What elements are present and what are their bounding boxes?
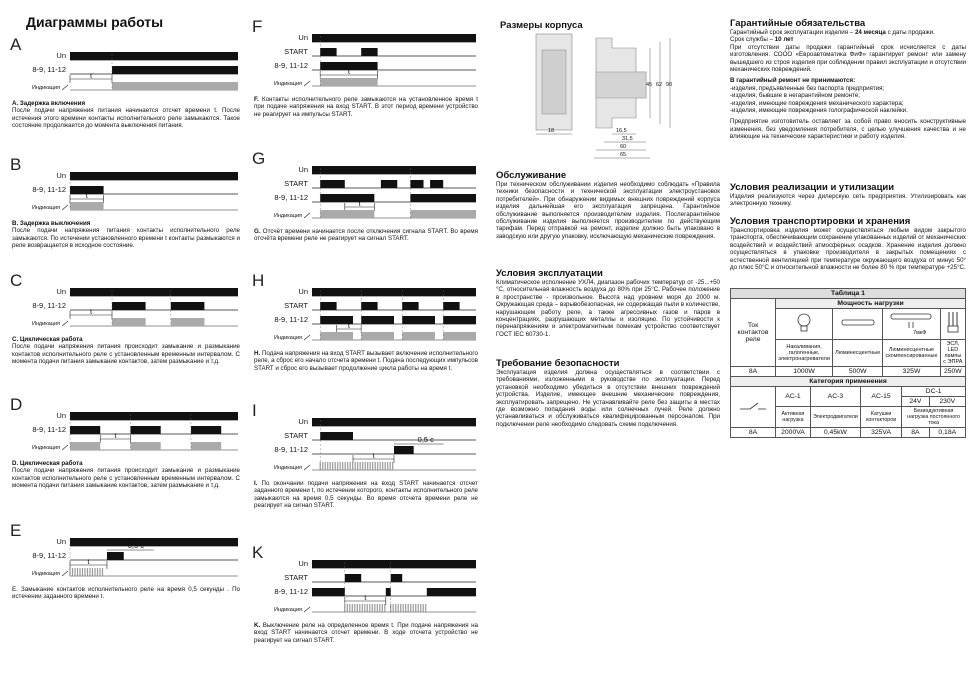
caption-heading: K. xyxy=(254,622,263,629)
pulse-un xyxy=(312,288,476,296)
indication-label: Индикация xyxy=(31,205,60,211)
cat-ac3: AC-3 xyxy=(810,387,860,407)
not-accepted-item: -изделия, бывшие в негарантийном ремонте; xyxy=(730,92,860,100)
service-text: При техническом обслуживании изделия необходимо соблюдать «Правила техники безопасности и технической эксплуатации электроустановок потребителей». При обнаружении видимых внешних повреждений корпуса изделия дальнейшая его эксплуатация запрещена. Гарантийное обслуживание выполняется производителем изделия. Послегарантийное обслуживание изделия выполняется производителем по действующим тарифам. Перед отправкой на ремонт, изделие должно быть упаковано в заводскую или другую упаковку, исключающую механические повреждения. xyxy=(496,181,720,240)
signal-label-c: 8-9, 11-12 xyxy=(32,425,66,434)
indication-on xyxy=(402,332,435,340)
indication-switch-icon xyxy=(304,335,310,340)
diagram-e xyxy=(8,518,244,588)
diagram-c xyxy=(8,268,244,338)
diagram-g xyxy=(250,146,482,230)
signal-label-un: Un xyxy=(56,171,66,180)
not-accepted-item: -изделия, имеющие повреждения голографической наклейки. xyxy=(730,107,908,115)
warranty-text: При отсутствии даты продажи гарантийный срок исчисляется с даты изготовления. СООО «Евроавтоматика ФиФ» гарантирует ремонт или замену вышедшего из строя изделия при соблюдении правил эксплуатации и отсутствии механических повреждений. xyxy=(730,43,966,74)
diagram-caption-g xyxy=(254,228,478,243)
pulse-c xyxy=(386,588,391,596)
dc-volt-230: 230V xyxy=(929,397,965,407)
caption-text: Отсчёт времени начинается после отключения сигнала START. Во время отсчёта времени реле не реагирует на сигнал START. xyxy=(254,228,478,243)
power-value-2: 500W xyxy=(833,367,883,377)
caption-text: После подачи напряжения питания происходит замыкание и размыкание контактов исполнительного реле с установленным временным интервалом. С момента подачи питания замыкание контактов, затем размыкание и т.д. xyxy=(12,467,240,490)
half-second-label: 0,5 с xyxy=(417,435,434,444)
diagram-f xyxy=(250,14,482,98)
diagram-letter-c: C xyxy=(10,271,23,290)
indication-switch-icon xyxy=(62,571,68,576)
indication-on xyxy=(171,318,205,326)
fluorescent-icon xyxy=(833,309,883,340)
desc-ac1: Активная нагрузка xyxy=(776,407,811,428)
safety-text: Эксплуатация изделия должна осуществляться в соответствии с требованиями, изложенными в руководстве по эксплуатации. Перед установкой необходимо убедиться в отсутствии внешних повреждений устройства. Изделие, имеющее внешние механические повреждения, эксплуатировать запрещено. Не устанавливайте реле без защиты в местах где возможно попадания воды или солнечных лучей. Реле должно устанавливаться и обслуживаться квалифицированным персоналом. При подключении реле необходимо следовать схеме подключения. xyxy=(496,369,720,428)
pulse-c xyxy=(443,316,476,324)
current-value: 8A xyxy=(731,367,776,377)
load-esl-led: ЭСЛ, LED лампы с ЭПРА xyxy=(940,340,965,367)
dc-volt-24: 24V xyxy=(902,397,929,407)
indication-label: Индикация xyxy=(31,85,60,91)
caption-text: Выключение реле на определенное время t. При подаче напряжения на вход START начинается отсчет времени. В ходе отсчета устройство не реагирует на сигнал START. xyxy=(254,622,478,644)
t-label: t xyxy=(347,67,350,76)
safety-section xyxy=(496,358,720,428)
conditions-title: Условия эксплуатации xyxy=(496,268,603,279)
diagram-caption-f xyxy=(254,96,478,118)
load-incandescent: Накаливания, галогенные, электронагреватели xyxy=(776,340,833,367)
diagram-letter-h: H xyxy=(252,271,265,290)
signal-label-un: Un xyxy=(56,411,66,420)
diagram-d xyxy=(8,392,244,462)
half-second-label: 0,5 с xyxy=(127,541,145,550)
dim-45: 45 xyxy=(646,82,653,88)
pulse-s xyxy=(320,48,336,56)
dim-90: 90 xyxy=(666,82,673,88)
pulse-c xyxy=(427,588,476,596)
t-label: t xyxy=(347,321,350,330)
dims-title: Размеры корпуса xyxy=(500,20,583,31)
pulse-s xyxy=(320,432,353,440)
diagram-h xyxy=(250,268,482,352)
pulse-s xyxy=(320,302,336,310)
pulse-c xyxy=(361,316,394,324)
indication-switch-icon xyxy=(62,85,68,90)
indication-label: Индикация xyxy=(31,321,60,327)
indication-switch-icon xyxy=(62,445,68,450)
cat-value-ac15: 325VA xyxy=(860,428,901,438)
diagram-letter-d: D xyxy=(10,395,23,414)
power-value-3: 325W xyxy=(883,367,940,377)
signal-label-un: Un xyxy=(298,33,308,42)
t-label: t xyxy=(87,557,90,566)
diagram-i xyxy=(250,398,482,482)
indication-on xyxy=(361,332,394,340)
caption-heading: C. Циклическая работа xyxy=(12,336,83,343)
diagram-caption-e xyxy=(12,586,240,601)
pulse-c xyxy=(402,316,435,324)
cap-label: 7мкФ xyxy=(913,330,927,336)
indication-switch-icon xyxy=(304,81,310,86)
sales-section xyxy=(730,182,966,208)
housing-dimensions-drawing xyxy=(532,28,702,166)
pulse-s xyxy=(430,180,443,188)
indication-on xyxy=(320,78,377,86)
indication-label: Индикация xyxy=(273,607,302,613)
caption-heading: I. xyxy=(254,480,262,487)
contact-icon xyxy=(731,387,776,428)
diagram-caption-c xyxy=(12,336,240,366)
indication-on xyxy=(70,202,104,210)
transport-text: Транспортировка изделия может осуществляться любым видом закрытого транспорта, обеспечивающим сохранение упакованных изделий от механических воздействий и воздействий атмосферных осадков. Хранение изделия должно осуществляться в упаковке производителя в закрытых помещениях с естественной вентиляцией при температуре окружающего воздуха от минус 50° до плюс 50°С и относительной влажности не более 80 % при температуре +25°С. xyxy=(730,227,966,272)
indication-label: Индикация xyxy=(273,213,302,219)
cat-current: 8A xyxy=(731,428,776,438)
diagram-letter-e: E xyxy=(10,521,22,540)
diagram-caption-i xyxy=(254,480,478,510)
dim-31-5: 31,5 xyxy=(622,136,633,142)
signal-label-c: 8-9, 11-12 xyxy=(32,65,66,74)
indication-on xyxy=(112,82,238,90)
signal-label-s: START xyxy=(284,431,308,440)
signal-label-un: Un xyxy=(56,537,66,546)
diagram-letter-g: G xyxy=(252,149,266,168)
signal-label-c: 8-9, 11-12 xyxy=(32,301,66,310)
signal-label-un: Un xyxy=(298,287,308,296)
pulse-c xyxy=(70,426,100,434)
power-header: Мощность нагрузки xyxy=(776,299,966,309)
manufacturer-text: Предприятие изготовитель оставляет за собой право вносить конструктивные изменения, без уведомления потребителя, с целью улучшения качества и не влияющие на технические характеристики и работу изделия. xyxy=(730,118,966,141)
dim-18: 18 xyxy=(548,128,555,134)
indication-switch-icon xyxy=(62,321,68,326)
pulse-un xyxy=(70,172,238,180)
indication-on xyxy=(410,210,476,218)
caption-heading: B. Задержка выключения xyxy=(12,220,91,227)
dim-65: 65 xyxy=(620,152,627,158)
caption-text: После подачи напряжения питания начинается отсчет времени t. После истечения этого времени контакты исполнительного реле замыкаются. Такое состояние продолжается до момента выключения питания. xyxy=(12,107,240,130)
signal-label-c: 8-9, 11-12 xyxy=(274,193,308,202)
signal-label-s: START xyxy=(284,573,308,582)
caption-text: После подачи напряжения питания контакты исполнительного реле замыкаются. По истечении установленного времени t контакты размыкаются и реле возвращается в исходное состояние. xyxy=(12,227,240,250)
safety-title: Требование безопасности xyxy=(496,358,620,369)
cat-dc1: DC-1 xyxy=(902,387,966,397)
transport-title: Условия транспортировки и хранения xyxy=(730,216,911,227)
pulse-un xyxy=(312,34,476,42)
dim-16-5: 16,5 xyxy=(616,128,627,134)
signal-label-un: Un xyxy=(56,287,66,296)
load-fluorescent-comp: Люминесцентные скомпенсированные xyxy=(883,340,940,367)
indication-label: Индикация xyxy=(273,465,302,471)
signal-label-c: 8-9, 11-12 xyxy=(274,445,308,454)
indication-label: Индикация xyxy=(31,445,60,451)
indication-label: Индикация xyxy=(31,571,60,577)
not-accepted-item: -изделия, предъявленные без паспорта предприятия; xyxy=(730,84,885,92)
indication-on xyxy=(70,442,100,450)
indication-switch-icon xyxy=(304,213,310,218)
pulse-un xyxy=(70,538,238,546)
pulse-s xyxy=(361,48,377,56)
indication-on xyxy=(191,442,221,450)
pulse-un xyxy=(312,418,476,426)
t-label: t xyxy=(89,71,93,80)
not-accepted-title: В гарантийный ремонт не принимаются: xyxy=(730,77,856,85)
pulse-s xyxy=(443,302,459,310)
t-label: t xyxy=(372,451,375,460)
diagram-a xyxy=(8,32,244,102)
desc-ac15: Катушки контакторов xyxy=(860,407,901,428)
cat-value-ac3: 0,45kW xyxy=(810,428,860,438)
indication-switch-icon xyxy=(304,465,310,470)
caption-heading: G. xyxy=(254,228,263,235)
signal-label-un: Un xyxy=(298,165,308,174)
t-label: t xyxy=(114,431,117,440)
pulse-un xyxy=(312,166,476,174)
signal-label-un: Un xyxy=(298,417,308,426)
conditions-section xyxy=(496,268,720,338)
t-label: t xyxy=(358,199,361,208)
caption-heading: A. Задержка включения xyxy=(12,100,86,107)
cat-value-dc230: 0,18A xyxy=(929,428,965,438)
service-life-value: 10 лет xyxy=(774,36,794,44)
signal-label-s: START xyxy=(284,301,308,310)
incandescent-icon xyxy=(776,309,833,340)
warranty-period-end: с даты продажи. xyxy=(885,29,935,36)
caption-heading: D. Циклическая работа xyxy=(12,460,83,467)
pulse-s xyxy=(345,574,361,582)
service-life-text: Срок службы – xyxy=(730,36,775,44)
t-label: t xyxy=(89,307,93,316)
signal-label-c: 8-9, 11-12 xyxy=(32,551,66,560)
indication-label: Индикация xyxy=(273,335,302,341)
pulse-c xyxy=(112,66,238,74)
diagram-caption-b xyxy=(12,220,240,250)
indication-on xyxy=(112,318,146,326)
caption-text: После подачи напряжения питания происходит замыкание и размыкание контактов исполнительного реле с установленным временным интервалом. С момента подачи питания замыкание контактов, затем размыкание и т.д. xyxy=(12,343,240,366)
signal-label-un: Un xyxy=(56,51,66,60)
diagram-letter-k: K xyxy=(252,543,264,562)
warranty-section xyxy=(730,18,966,141)
signal-label-s: START xyxy=(284,47,308,56)
signal-label-c: 8-9, 11-12 xyxy=(274,61,308,70)
pulse-c xyxy=(112,302,146,310)
pulse-c xyxy=(410,194,476,202)
diagram-caption-k xyxy=(254,622,478,644)
cat-ac15: AC-15 xyxy=(860,387,901,407)
pulse-c xyxy=(191,426,221,434)
diagram-caption-h xyxy=(254,350,478,372)
indication-switch-icon xyxy=(304,607,310,612)
pulse-c xyxy=(394,446,414,454)
signal-label-s: START xyxy=(284,179,308,188)
pulse-s xyxy=(361,302,377,310)
pulse-un xyxy=(70,288,238,296)
load-fluorescent: Люминесцентные xyxy=(833,340,883,367)
signal-label-c: 8-9, 11-12 xyxy=(32,185,66,194)
pulse-s xyxy=(391,574,402,582)
pulse-s xyxy=(402,302,418,310)
warranty-title: Гарантийные обязательства xyxy=(730,18,866,29)
caption-text: Подача напряжения на вход START вызывает включение исполнительного реле, а сброс его начало отсчета времени t. Подача последующих импульсов START и сброс его вызывает продолжение цикла работы на время t. xyxy=(254,350,479,372)
indication-on xyxy=(320,332,353,340)
pulse-un xyxy=(312,560,476,568)
caption-heading: F. xyxy=(254,96,262,103)
diagram-letter-i: I xyxy=(252,401,257,420)
caption-heading: H. xyxy=(254,350,262,357)
pulse-s xyxy=(320,180,345,188)
current-label: Ток контактов реле xyxy=(731,299,776,367)
t-label: t xyxy=(364,593,367,602)
conditions-text: Климатическое исполнение УХЛ4, диапазон рабочих температур от -25...+50 °C, относительная влажность воздуха до 80% при 25°C. Рабочее положение в пространстве - произвольное. Высота над уровнем моря до 2000 м. Окружающая среда – взрывобезопасная, не содержащая пыли в количестве, нарушающем работу реле, а также агрессивных газов и паров в концентрациях, разрушающих металлы и изоляцию. По устойчивости к перенапряжениям и электромагнитным помехам устройство соответствует ГОСТ IEC 60730-1. xyxy=(496,279,720,338)
power-value-4: 250W xyxy=(940,367,965,377)
warranty-period xyxy=(730,29,966,36)
indication-label: Индикация xyxy=(273,81,302,87)
category-header: Категория применения xyxy=(731,377,966,387)
pulse-c xyxy=(107,552,124,560)
dim-62: 62 xyxy=(656,82,663,88)
diagram-caption-d xyxy=(12,460,240,490)
sales-title: Условия реализации и утилизации xyxy=(730,182,895,193)
dim-60: 60 xyxy=(620,144,627,150)
not-accepted-list xyxy=(730,85,966,115)
pulse-un xyxy=(70,412,238,420)
diagram-b xyxy=(8,152,244,222)
table-1 xyxy=(730,288,966,438)
page-title: Диаграммы работы xyxy=(26,14,164,30)
signal-label-c: 8-9, 11-12 xyxy=(274,315,308,324)
table-title: Таблица 1 xyxy=(731,289,966,299)
indication-switch-icon xyxy=(62,205,68,210)
service-section xyxy=(496,170,720,240)
fluorescent-compensated-icon xyxy=(883,309,940,340)
desc-dc1: Безиндуктивная нагрузка постоянного тока xyxy=(902,407,966,428)
service-life xyxy=(730,36,966,43)
diagram-caption-a xyxy=(12,100,240,130)
caption-text: По окончании подачи напряжения на вход START начинается отсчет заданного времени t, по истечении которого, контакты исполнительного реле замыкаются на время 0,5 секунды. Во время отсчета времени реле не реагирует на сигнал START. xyxy=(254,480,478,510)
signal-label-un: Un xyxy=(298,559,308,568)
power-value-1: 1000W xyxy=(776,367,833,377)
pulse-s xyxy=(381,180,397,188)
diagram-letter-a: A xyxy=(10,35,22,54)
signal-label-c: 8-9, 11-12 xyxy=(274,587,308,596)
not-accepted-item: -изделия, имеющие повреждения механического характера; xyxy=(730,99,904,107)
diagram-k xyxy=(250,540,482,624)
cat-ac1: AC-1 xyxy=(776,387,811,407)
service-title: Обслуживание xyxy=(496,170,567,181)
pulse-c xyxy=(130,426,160,434)
cat-value-dc24: 8A xyxy=(902,428,929,438)
warranty-period-value: 24 месяца xyxy=(854,29,886,36)
indication-on xyxy=(130,442,160,450)
pulse-c xyxy=(312,588,345,596)
esl-lamp-icon xyxy=(940,309,965,340)
caption-text: Контакты исполнительного реле замыкаются на установленное время t при подаче напряжения на вход START. В этот период времени устройство не реагирует на импульсы START. xyxy=(254,96,478,118)
cat-value-ac1: 2000VA xyxy=(776,428,811,438)
pulse-c xyxy=(171,302,205,310)
indication-on xyxy=(320,210,374,218)
diagram-letter-b: B xyxy=(10,155,22,174)
indication-on xyxy=(443,332,476,340)
desc-ac3: Электродвигатели xyxy=(810,407,860,428)
pulse-un xyxy=(70,52,238,60)
t-label: t xyxy=(85,191,88,200)
warranty-period-text: Гарантийный срок эксплуатации изделия – xyxy=(730,29,855,36)
pulse-s xyxy=(410,180,423,188)
transport-section xyxy=(730,216,966,271)
caption-text: E. Замыкание контактов исполнительного реле на время 0,5 секунды . По истечении заданного времени t. xyxy=(12,586,240,601)
pulse-c xyxy=(320,194,374,202)
diagram-letter-f: F xyxy=(252,17,263,36)
sales-text: Изделия реализуются через дилерскую сеть предприятия. Утилизировать как электронную технику. xyxy=(730,193,966,208)
